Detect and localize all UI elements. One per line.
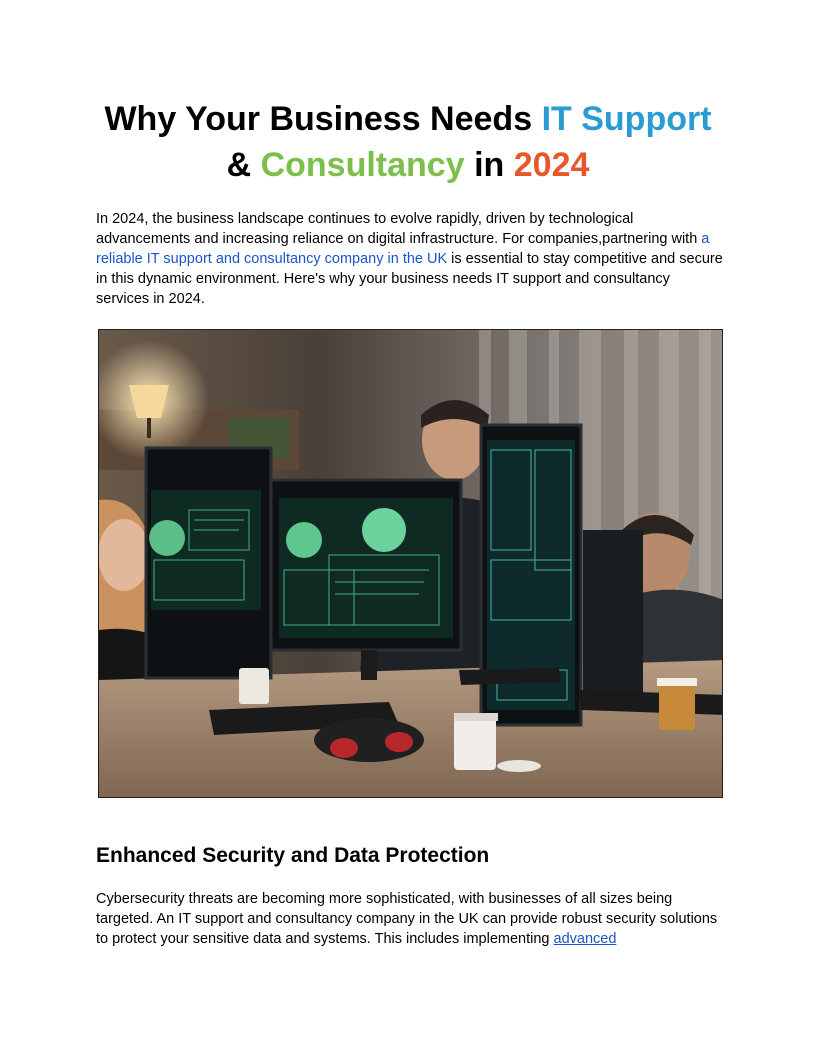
intro-link-it-support-company[interactable]: a reliable IT support and consultancy company in the UK (96, 231, 710, 267)
security-text: Cybersecurity threats are becoming more sophisticated, with businesses of all sizes being targeted. An IT support and consultancy company in the UK can provide robust security solutions to protect your sensitive data and systems. This includes implementing (96, 891, 718, 947)
page-title (60, 96, 756, 188)
advanced-link[interactable]: advanced (553, 931, 617, 947)
intro-text-before-link: In 2024, the business landscape continues to evolve rapidly, driven by technological advancements and increasing reliance on digital infrastructure. For companies,partnering with (96, 211, 702, 247)
title-part-1: Why Your Business Needs (104, 100, 542, 138)
intro-text-after-link: is essential to stay competitive and secure in this dynamic environment. Here's why your business needs IT support and consultancy services in 2024. (96, 251, 723, 307)
section-security-paragraph (96, 889, 726, 949)
title-highlight-it-support: IT Support (541, 100, 712, 138)
title-part-3: & (226, 146, 261, 184)
title-part-5: in (464, 146, 514, 184)
title-highlight-consultancy: Consultancy (260, 146, 465, 184)
intro-paragraph (96, 209, 726, 309)
office-it-team-photo (98, 329, 723, 798)
title-highlight-year: 2024 (513, 146, 590, 184)
section-heading-security: Enhanced Security and Data Protection (96, 844, 490, 867)
